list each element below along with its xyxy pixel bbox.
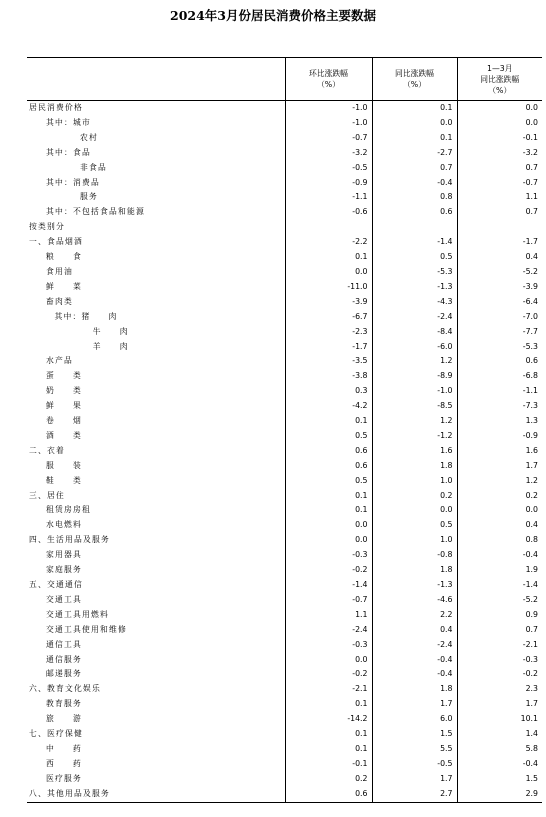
row-ytd-value: -0.9 xyxy=(457,429,542,444)
table-row xyxy=(27,101,542,116)
row-mom-value: -0.2 xyxy=(285,563,372,578)
row-yoy-value: -1.3 xyxy=(372,280,457,295)
row-yoy-value: 1.0 xyxy=(372,533,457,548)
row-label: 家庭服务 xyxy=(46,565,82,575)
header-yoy xyxy=(372,58,457,101)
row-ytd-value: -0.7 xyxy=(457,176,542,191)
table-row xyxy=(27,399,542,414)
row-label: 酒 类 xyxy=(46,430,82,440)
table-row xyxy=(27,682,542,697)
table-row xyxy=(27,459,542,474)
header-mom xyxy=(285,58,372,101)
row-ytd-value: -5.3 xyxy=(457,340,542,355)
table-row xyxy=(27,429,542,444)
row-yoy-value: 5.5 xyxy=(372,742,457,757)
row-label: 其中：城市 xyxy=(46,117,91,127)
row-ytd-value: 1.7 xyxy=(457,697,542,712)
row-ytd-value: 0.0 xyxy=(457,116,542,131)
row-label: 非食品 xyxy=(80,162,107,172)
row-label: 居民消费价格 xyxy=(29,103,83,112)
row-label: 通信服务 xyxy=(46,654,82,664)
row-label: 水电燃料 xyxy=(46,520,82,530)
table-row xyxy=(27,161,542,176)
table-row xyxy=(27,369,542,384)
table-row xyxy=(27,310,542,325)
table-row xyxy=(27,265,542,280)
table-row xyxy=(27,489,542,504)
row-ytd-value: 0.7 xyxy=(457,623,542,638)
table-row xyxy=(27,578,542,593)
row-ytd-value: 2.9 xyxy=(457,787,542,802)
row-label: 七、医疗保健 xyxy=(29,729,83,739)
table-row xyxy=(27,697,542,712)
row-label: 水产品 xyxy=(46,356,73,366)
row-label: 其中：食品 xyxy=(46,147,91,157)
row-mom-value: -3.9 xyxy=(285,295,372,310)
row-yoy-value: -1.2 xyxy=(372,429,457,444)
table-row xyxy=(27,608,542,623)
row-label: 鲜 果 xyxy=(46,401,82,411)
row-label: 六、教育文化娱乐 xyxy=(29,684,101,694)
row-yoy-value: -0.5 xyxy=(372,757,457,772)
row-yoy-value: 0.7 xyxy=(372,161,457,176)
table-row xyxy=(27,235,542,250)
row-mom-value: 0.1 xyxy=(285,503,372,518)
row-ytd-value: -0.2 xyxy=(457,667,542,682)
row-mom-value: -0.2 xyxy=(285,667,372,682)
row-mom-value: -0.6 xyxy=(285,205,372,220)
row-mom-value: -2.3 xyxy=(285,325,372,340)
table-row xyxy=(27,787,542,802)
table-row xyxy=(27,757,542,772)
row-yoy-value: 1.8 xyxy=(372,459,457,474)
row-label: 羊 肉 xyxy=(92,341,129,351)
row-ytd-value: -0.1 xyxy=(457,131,542,146)
row-yoy-value: 1.7 xyxy=(372,697,457,712)
row-yoy-value: 1.0 xyxy=(372,474,457,489)
row-yoy-value: -6.0 xyxy=(372,340,457,355)
table-row xyxy=(27,295,542,310)
header-item xyxy=(27,58,285,101)
row-label: 其中：猪 肉 xyxy=(54,311,118,321)
table-row xyxy=(27,384,542,399)
row-mom-value: -0.7 xyxy=(285,131,372,146)
row-ytd-value: 1.6 xyxy=(457,444,542,459)
row-ytd-value: -6.8 xyxy=(457,369,542,384)
row-ytd-value: -2.1 xyxy=(457,638,542,653)
row-mom-value: 0.5 xyxy=(285,474,372,489)
row-label: 其中：不包括食品和能源 xyxy=(46,207,145,217)
row-mom-value: 0.1 xyxy=(285,250,372,265)
table-row xyxy=(27,190,542,205)
row-label: 交通工具使用和维修 xyxy=(46,624,127,634)
row-label: 畜肉类 xyxy=(46,296,73,306)
row-label: 牛 肉 xyxy=(92,326,129,336)
row-yoy-value: -1.4 xyxy=(372,235,457,250)
row-ytd-value: 0.4 xyxy=(457,250,542,265)
row-label: 服 装 xyxy=(46,460,82,470)
row-mom-value: 0.6 xyxy=(285,787,372,802)
row-ytd-value: 0.2 xyxy=(457,489,542,504)
row-yoy-value: -8.4 xyxy=(372,325,457,340)
row-label: 西 药 xyxy=(46,758,82,768)
row-ytd-value xyxy=(457,220,542,235)
row-ytd-value: -0.4 xyxy=(457,757,542,772)
row-ytd-value: 1.9 xyxy=(457,563,542,578)
header-mom-line-2: （%） xyxy=(316,80,340,89)
table-body xyxy=(27,101,542,803)
header-ytd-line-1: 1—3月 xyxy=(486,63,513,73)
row-yoy-value: -2.4 xyxy=(372,310,457,325)
row-label: 按类别分 xyxy=(29,222,65,232)
row-label: 四、生活用品及服务 xyxy=(29,535,110,545)
row-yoy-value: 1.8 xyxy=(372,682,457,697)
row-ytd-value: 0.0 xyxy=(457,101,542,116)
row-ytd-value: 0.6 xyxy=(457,354,542,369)
row-yoy-value: -2.4 xyxy=(372,638,457,653)
header-ytd-line-3: （%） xyxy=(488,85,512,95)
row-yoy-value: 1.5 xyxy=(372,727,457,742)
table-row xyxy=(27,503,542,518)
row-ytd-value: -1.4 xyxy=(457,578,542,593)
row-ytd-value: -1.1 xyxy=(457,384,542,399)
row-ytd-value: 1.5 xyxy=(457,772,542,787)
row-label: 八、其他用品及服务 xyxy=(27,787,285,802)
row-mom-value: -4.2 xyxy=(285,399,372,414)
row-yoy-value: 1.7 xyxy=(372,772,457,787)
table-row xyxy=(27,667,542,682)
row-mom-value: -1.4 xyxy=(285,578,372,593)
row-label: 其中：消费品 xyxy=(46,177,100,187)
row-yoy-value: 0.1 xyxy=(372,101,457,116)
row-label: 旅 游 xyxy=(46,714,82,724)
row-ytd-value: 1.1 xyxy=(457,190,542,205)
row-mom-value: -1.1 xyxy=(285,190,372,205)
row-mom-value: -0.3 xyxy=(285,548,372,563)
row-ytd-value: -3.2 xyxy=(457,146,542,161)
row-yoy-value: -4.6 xyxy=(372,593,457,608)
table-row xyxy=(27,638,542,653)
table-row xyxy=(27,131,542,146)
row-mom-value: 0.5 xyxy=(285,429,372,444)
row-mom-value: -11.0 xyxy=(285,280,372,295)
row-ytd-value: 5.8 xyxy=(457,742,542,757)
row-yoy-value: 0.4 xyxy=(372,623,457,638)
row-ytd-value: 1.3 xyxy=(457,414,542,429)
row-yoy-value: -4.3 xyxy=(372,295,457,310)
row-ytd-value: -0.4 xyxy=(457,548,542,563)
row-label: 教育服务 xyxy=(46,699,82,709)
row-yoy-value: 1.8 xyxy=(372,563,457,578)
table-row xyxy=(27,176,542,191)
table-row xyxy=(27,772,542,787)
row-yoy-value: 1.2 xyxy=(372,414,457,429)
row-label: 交通工具用燃料 xyxy=(46,609,109,619)
row-ytd-value: 1.4 xyxy=(457,727,542,742)
row-yoy-value: 0.5 xyxy=(372,518,457,533)
row-label: 医疗服务 xyxy=(46,773,82,783)
row-mom-value: 0.1 xyxy=(285,727,372,742)
row-mom-value: 0.0 xyxy=(285,265,372,280)
row-yoy-value: 0.0 xyxy=(372,116,457,131)
row-label: 奶 类 xyxy=(46,386,82,396)
row-label: 鲜 菜 xyxy=(46,281,82,291)
row-mom-value: 0.6 xyxy=(285,459,372,474)
row-label: 蛋 类 xyxy=(46,371,82,381)
table-row xyxy=(27,518,542,533)
row-mom-value: 0.6 xyxy=(285,444,372,459)
table-row xyxy=(27,340,542,355)
row-yoy-value: -8.5 xyxy=(372,399,457,414)
row-mom-value: -2.1 xyxy=(285,682,372,697)
row-ytd-value: 10.1 xyxy=(457,712,542,727)
table-row xyxy=(27,325,542,340)
row-mom-value xyxy=(285,220,372,235)
row-label: 农村 xyxy=(80,132,98,142)
header-ytd xyxy=(457,58,542,101)
row-ytd-value: -5.2 xyxy=(457,593,542,608)
row-ytd-value: 0.0 xyxy=(457,503,542,518)
row-mom-value: -1.0 xyxy=(285,101,372,116)
row-yoy-value: 0.2 xyxy=(372,489,457,504)
row-yoy-value: 6.0 xyxy=(372,712,457,727)
row-ytd-value: 0.9 xyxy=(457,608,542,623)
row-ytd-value: -1.7 xyxy=(457,235,542,250)
row-label: 一、食品烟酒 xyxy=(29,237,83,247)
table-row xyxy=(27,563,542,578)
row-mom-value: -3.2 xyxy=(285,146,372,161)
table-row xyxy=(27,593,542,608)
row-yoy-value: -1.0 xyxy=(372,384,457,399)
row-yoy-value: -5.3 xyxy=(372,265,457,280)
table-row xyxy=(27,116,542,131)
row-mom-value: 0.1 xyxy=(285,489,372,504)
row-yoy-value: 2.2 xyxy=(372,608,457,623)
row-yoy-value: 0.1 xyxy=(372,131,457,146)
row-mom-value: -0.1 xyxy=(285,757,372,772)
row-mom-value: 0.1 xyxy=(285,414,372,429)
row-mom-value: 0.2 xyxy=(285,772,372,787)
row-yoy-value: -1.3 xyxy=(372,578,457,593)
table-row xyxy=(27,444,542,459)
table-row xyxy=(27,727,542,742)
row-label: 交通工具 xyxy=(46,594,82,604)
row-mom-value: 0.3 xyxy=(285,384,372,399)
table-row xyxy=(27,354,542,369)
row-yoy-value: 2.7 xyxy=(372,787,457,802)
row-yoy-value: 0.6 xyxy=(372,205,457,220)
cpi-table xyxy=(27,57,542,803)
row-yoy-value: -0.4 xyxy=(372,667,457,682)
table-row xyxy=(27,742,542,757)
row-yoy-value: 1.6 xyxy=(372,444,457,459)
row-yoy-value: 1.2 xyxy=(372,354,457,369)
row-yoy-value: 0.5 xyxy=(372,250,457,265)
row-label: 中 药 xyxy=(46,743,82,753)
row-yoy-value: 0.0 xyxy=(372,503,457,518)
table-row xyxy=(27,250,542,265)
row-yoy-value: -8.9 xyxy=(372,369,457,384)
table-row xyxy=(27,205,542,220)
header-mom-line-1: 环比涨跌幅 xyxy=(309,69,348,78)
row-mom-value: -3.5 xyxy=(285,354,372,369)
row-ytd-value: 0.8 xyxy=(457,533,542,548)
row-label: 二、衣着 xyxy=(29,445,65,455)
row-label: 通信工具 xyxy=(46,639,82,649)
row-mom-value: -0.5 xyxy=(285,161,372,176)
row-mom-value: 1.1 xyxy=(285,608,372,623)
row-yoy-value: -0.4 xyxy=(372,176,457,191)
table-row xyxy=(27,474,542,489)
row-yoy-value xyxy=(372,220,457,235)
row-yoy-value: -0.4 xyxy=(372,653,457,668)
row-ytd-value: 0.4 xyxy=(457,518,542,533)
table-row xyxy=(27,623,542,638)
row-mom-value: -3.8 xyxy=(285,369,372,384)
table-row xyxy=(27,280,542,295)
table-header-row xyxy=(27,58,542,101)
header-yoy-line-1: 同比涨跌幅 xyxy=(395,69,434,78)
row-ytd-value: -5.2 xyxy=(457,265,542,280)
row-ytd-value: -7.3 xyxy=(457,399,542,414)
row-label: 粮 食 xyxy=(46,252,82,262)
row-mom-value: -14.2 xyxy=(285,712,372,727)
row-mom-value: -6.7 xyxy=(285,310,372,325)
row-ytd-value: -6.4 xyxy=(457,295,542,310)
table-row xyxy=(27,414,542,429)
row-ytd-value: 1.7 xyxy=(457,459,542,474)
row-ytd-value: 0.7 xyxy=(457,205,542,220)
row-label: 五、交通通信 xyxy=(29,580,83,589)
row-ytd-value: 0.7 xyxy=(457,161,542,176)
row-mom-value: -0.9 xyxy=(285,176,372,191)
row-ytd-value: -7.0 xyxy=(457,310,542,325)
row-mom-value: -1.0 xyxy=(285,116,372,131)
row-label: 邮递服务 xyxy=(46,669,82,679)
row-mom-value: -2.4 xyxy=(285,623,372,638)
row-label: 鞋 类 xyxy=(46,475,82,485)
row-label: 服务 xyxy=(80,192,98,202)
table-row xyxy=(27,146,542,161)
table-row xyxy=(27,712,542,727)
row-label: 卷 烟 xyxy=(46,416,82,426)
row-ytd-value: 1.2 xyxy=(457,474,542,489)
row-mom-value: 0.1 xyxy=(285,697,372,712)
row-label: 食用油 xyxy=(46,266,73,276)
row-mom-value: 0.0 xyxy=(285,653,372,668)
table-row xyxy=(27,220,542,235)
row-label: 租赁房房租 xyxy=(46,505,91,515)
row-ytd-value: -3.9 xyxy=(457,280,542,295)
row-mom-value: 0.0 xyxy=(285,518,372,533)
row-ytd-value: -7.7 xyxy=(457,325,542,340)
row-yoy-value: -2.7 xyxy=(372,146,457,161)
row-mom-value: 0.1 xyxy=(285,742,372,757)
row-yoy-value: -0.8 xyxy=(372,548,457,563)
row-mom-value: -0.7 xyxy=(285,593,372,608)
row-ytd-value: -0.3 xyxy=(457,653,542,668)
row-label: 三、居住 xyxy=(29,490,65,500)
header-ytd-line-2: 同比涨跌幅 xyxy=(480,74,520,84)
row-yoy-value: 0.8 xyxy=(372,190,457,205)
row-mom-value: -1.7 xyxy=(285,340,372,355)
table-row xyxy=(27,653,542,668)
row-mom-value: -2.2 xyxy=(285,235,372,250)
row-mom-value: -0.3 xyxy=(285,638,372,653)
header-yoy-line-2: （%） xyxy=(402,80,426,89)
row-ytd-value: 2.3 xyxy=(457,682,542,697)
row-label: 家用器具 xyxy=(46,550,82,560)
row-mom-value: 0.0 xyxy=(285,533,372,548)
page-title: 2024年3月份居民消费价格主要数据 xyxy=(170,8,376,23)
table-row xyxy=(27,548,542,563)
table-row xyxy=(27,533,542,548)
